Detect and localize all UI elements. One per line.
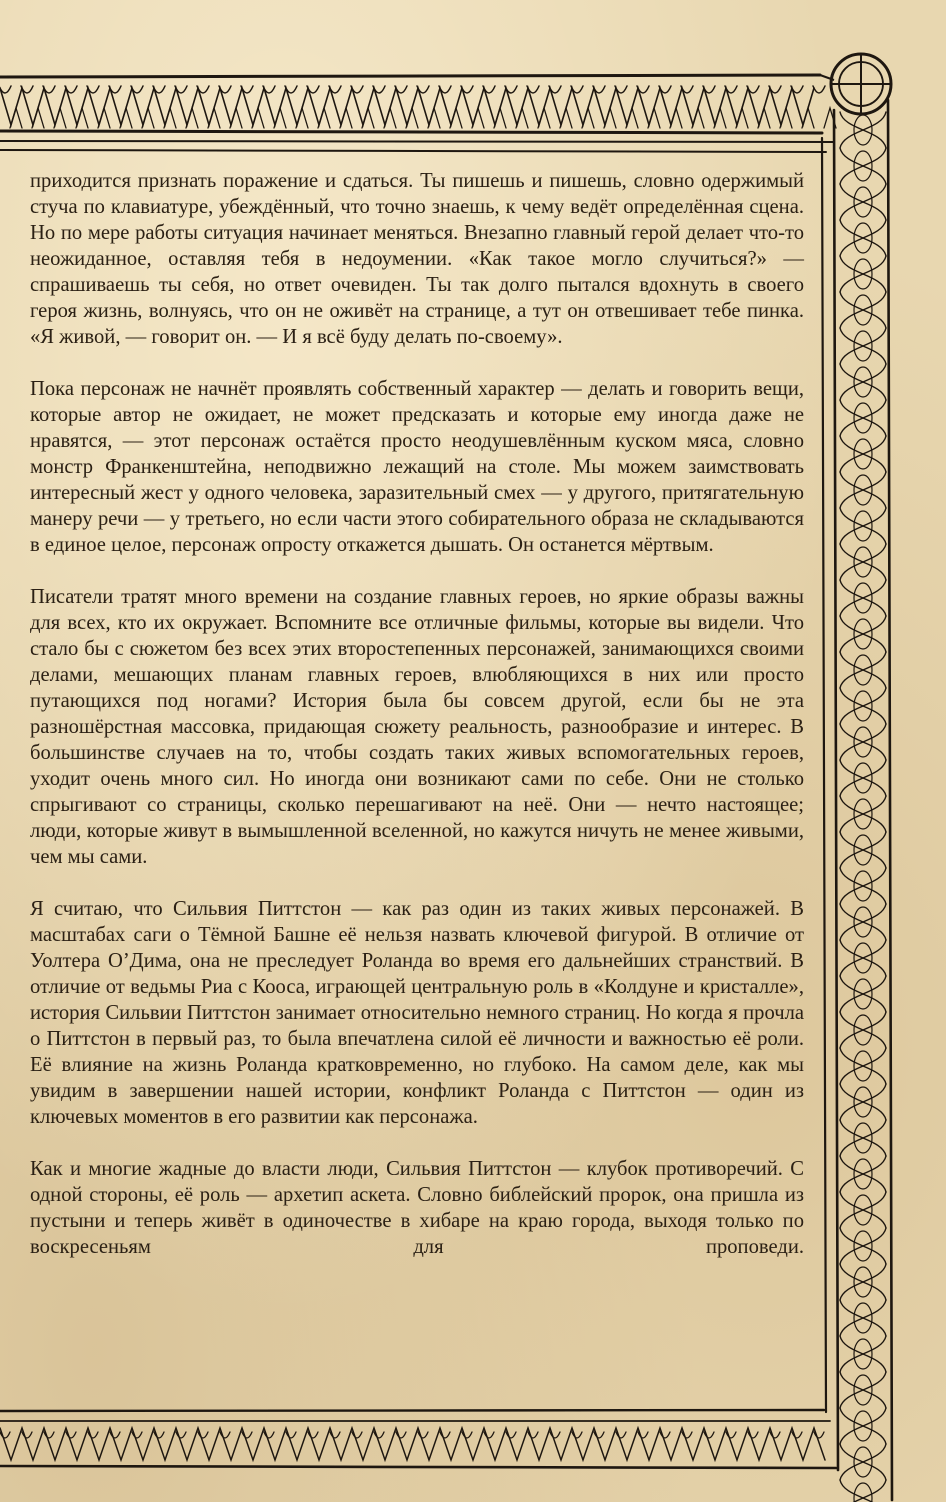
- right-border-column: [822, 100, 892, 1502]
- paragraph-1: приходится признать поражение и сдаться. Ты пишешь и пишешь, словно одержимый стуча по клавиатуре, убеждённый, что точно знаешь, к чему ведёт определённая сцена. Но по мере работы ситуация начинает меняться. Внезапно главный герой делает что-то неожиданное, оставляя тебя в недоумении. «Как такое могло случиться?» — спрашиваешь ты себя, но ответ очевиден. Ты так долго пытался вдохнуть в своего героя жизнь, волнуясь, что он не оживёт на странице, а тут он отвешивает тебе пинка. «Я живой, — говорит он. — И я всё буду делать по-своему».: [30, 170, 804, 348]
- top-border-band: [0, 75, 836, 152]
- paragraph-3: Писатели тратят много времени на создание главных героев, но яркие образы важны для всех, кто их окружает. Вспомните все отличные фильмы, которые вы видели. Что стало бы с сюжетом без всех этих второстепенных персонажей, занимающихся своими делами, мешающих планам главных героев, влюбляющихся в них или просто путающихся под ногами? История была бы совсем другой, если бы не эта разношёрстная массовка, придающая сюжету реальность, разнообразие и интерес. В большинстве случаев на то, чтобы создать таких живых вспомогательных героев, уходит очень много сил. Но иногда они возникают сами по себе. Они не столько спрыгивают со страницы, сколько перешагивают на неё. Они — нечто настоящее; люди, которые живут в вымышленной вселенной, но кажутся ничуть не менее живыми, чем мы сами.: [30, 586, 804, 868]
- corner-circle-ornament: [820, 54, 891, 114]
- body-text: [30, 168, 804, 1260]
- paragraph-5: Как и многие жадные до власти люди, Сильвия Питтстон — клубок противоречий. С одной стороны, её роль — архетип аскета. Словно библейский пророк, она пришла из пустыни и теперь живёт в одиночестве в хибаре на краю города, выходя только по воскресеньям для проповеди.: [30, 1158, 804, 1258]
- paragraph-4: Я считаю, что Сильвия Питтстон — как раз один из таких живых персонажей. В масштабах саги о Тёмной Башне её нельзя назвать ключевой фигурой. В отличие от Уолтера О’Дима, она не преследует Роланда во время его дальнейших странствий. В отличие от ведьмы Риа с Кооса, играющей центральную роль в «Колдуне и кристалле», история Сильвии Питтстон занимает относительно немного страниц. Но когда я прочла о Питтстон в первый раз, то была впечатлена силой её личности и важностью её роли. Её влияние на жизнь Роланда кратковременно, но глубоко. На самом деле, как мы увидим в завершении нашей истории, конфликт Роланда с Питтстон — один из ключевых моментов в его развитии как персонажа.: [30, 898, 804, 1128]
- bottom-border-band: [0, 1410, 836, 1468]
- paragraph-2: Пока персонаж не начнёт проявлять собственный характер — делать и говорить вещи, которые автор не ожидает, не может предсказать и которые ему иногда даже не нравятся, — этот персонаж остаётся просто неодушевлённым куском мяса, словно монстр Франкенштейна, неподвижно лежащий на столе. Мы можем заимствовать интересный жест у одного человека, заразительный смех — у другого, притягательную манеру речи — у третьего, но если части этого собирательного образа не складываются в единое целое, персонаж опросту откажется дышать. Он останется мёртвым.: [30, 378, 804, 556]
